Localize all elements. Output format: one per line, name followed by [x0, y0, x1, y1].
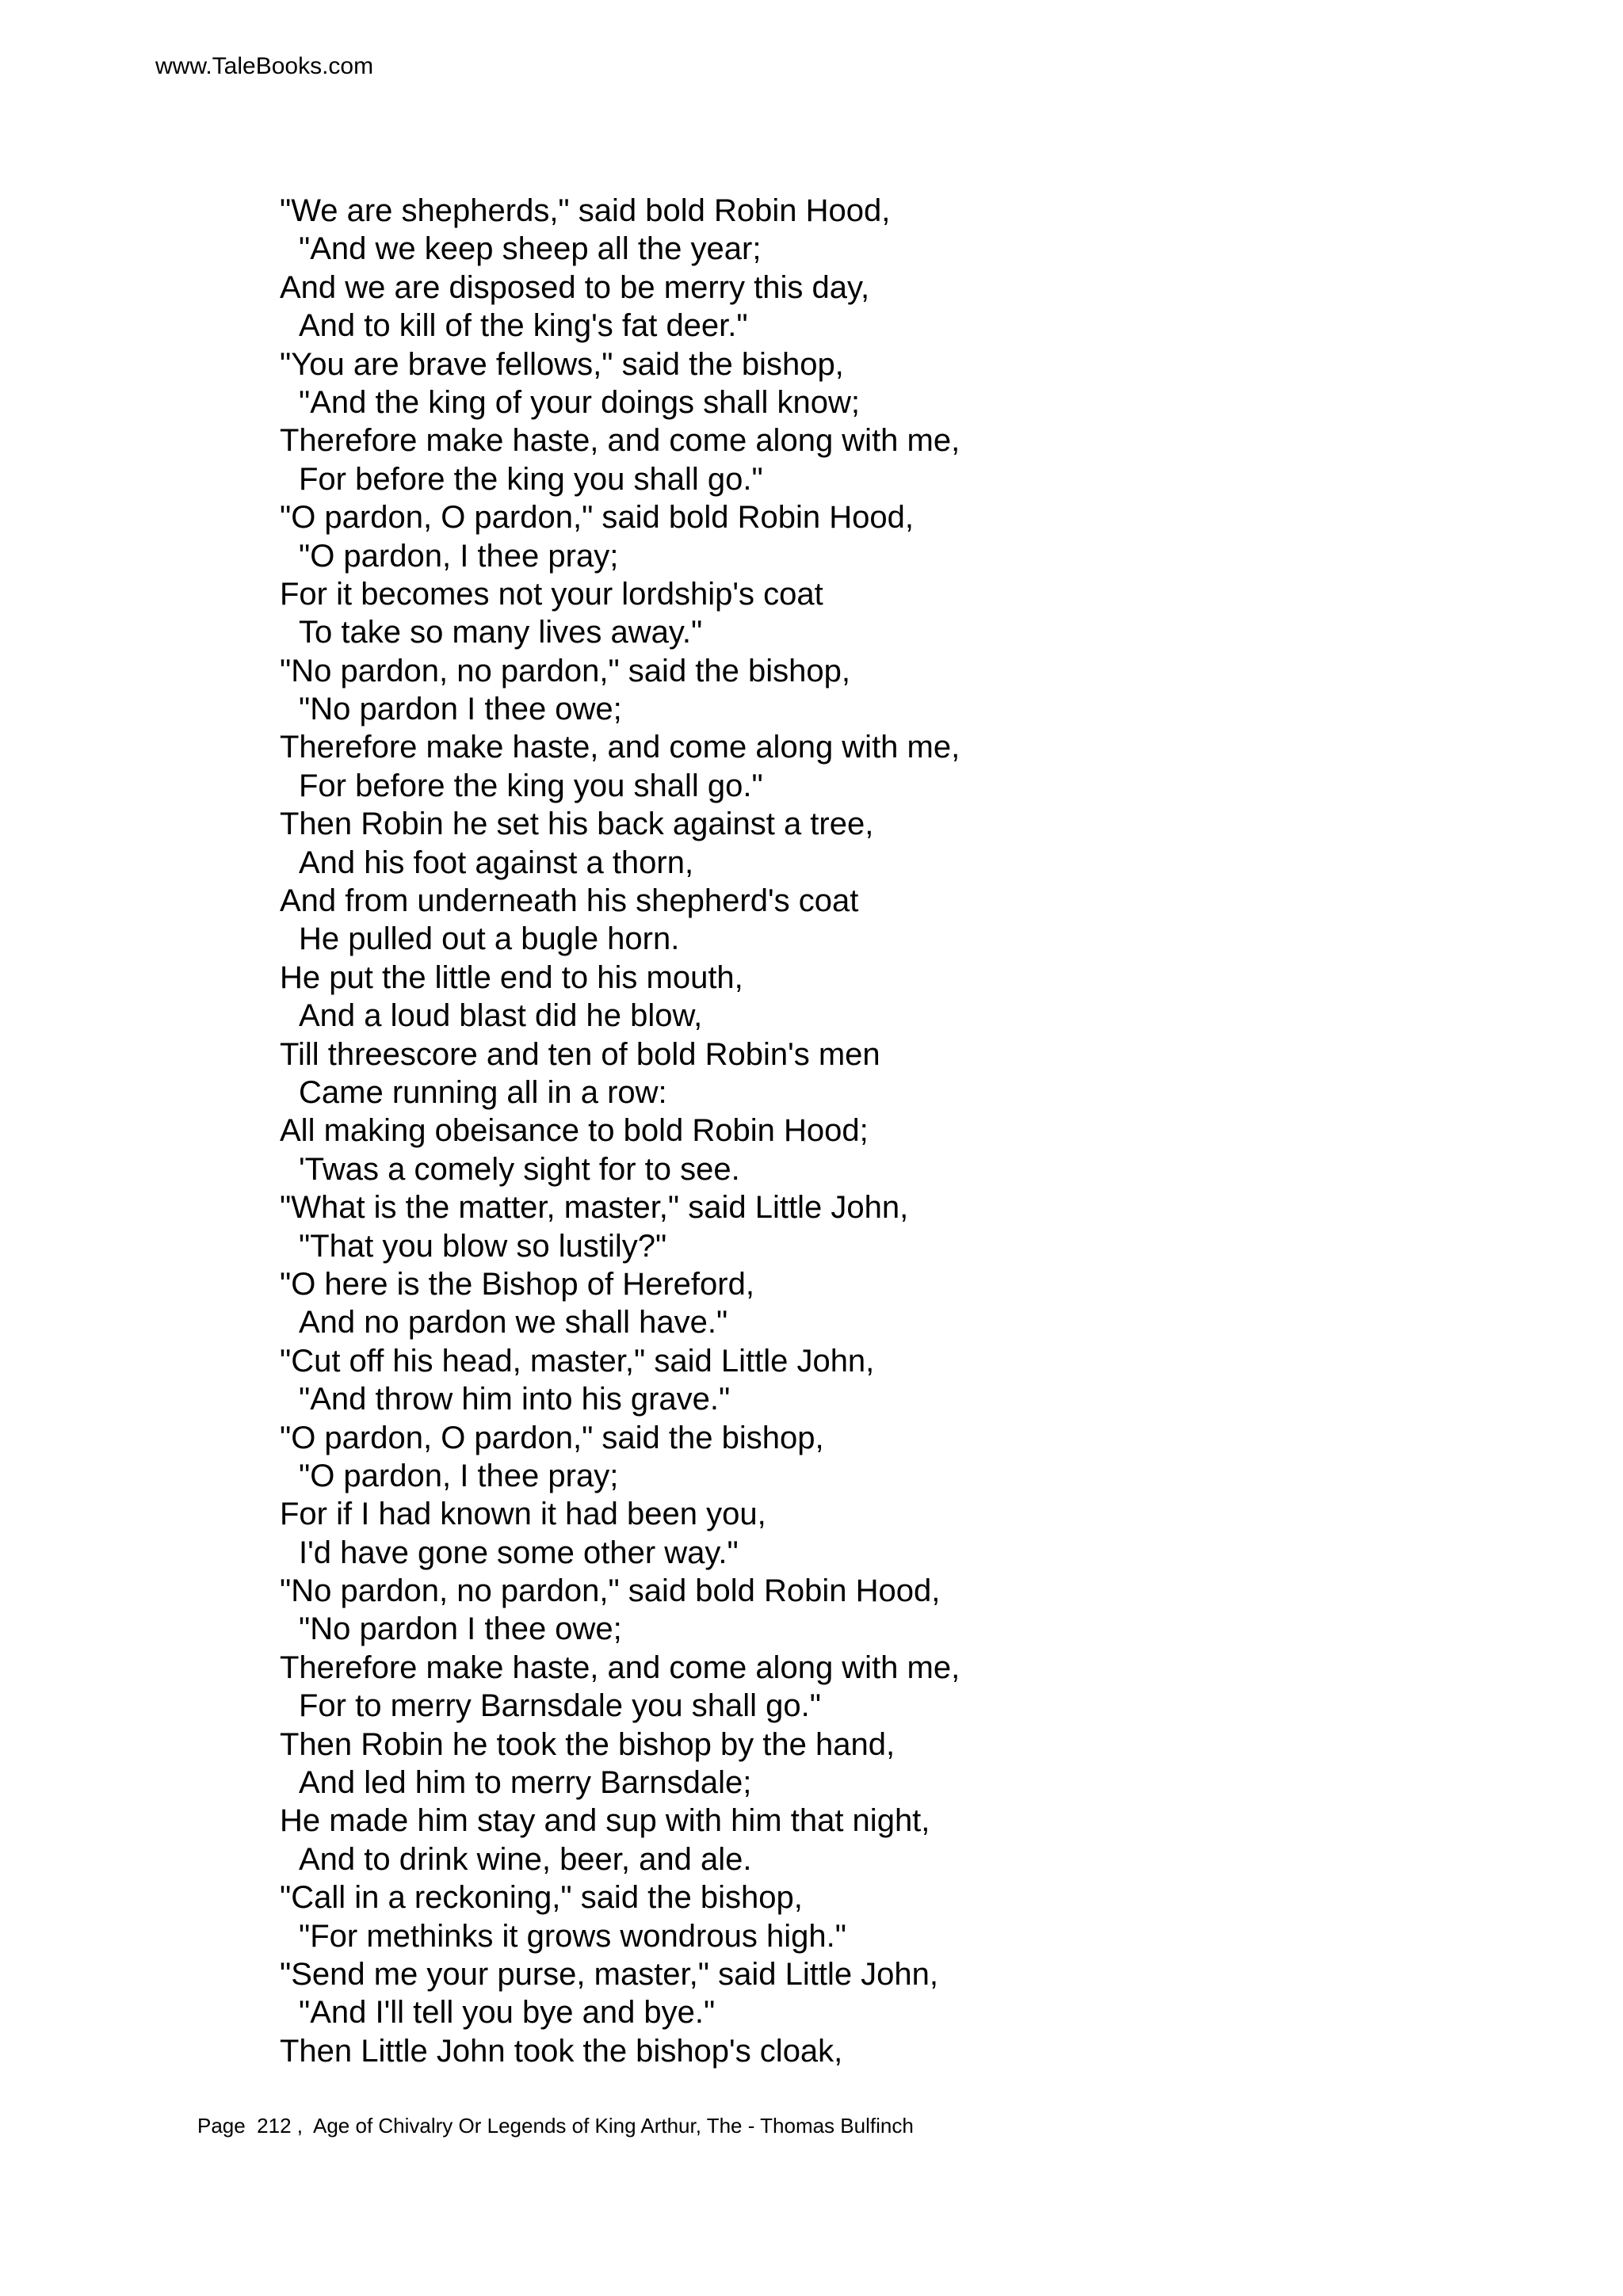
poem-line: "No pardon I thee owe; — [299, 1611, 622, 1647]
poem-line: He pulled out a bugle horn. — [299, 921, 680, 957]
poem-line: For before the king you shall go." — [299, 768, 763, 803]
poem-line: "We are shepherds," said bold Robin Hood, — [280, 193, 891, 228]
poem-line: He made him stay and sup with him that night, — [280, 1803, 930, 1839]
poem-line: "You are brave fellows," said the bishop, — [280, 346, 844, 382]
poem-line: For before the king you shall go." — [299, 461, 763, 497]
poem-line: "No pardon, no pardon," said bold Robin Hood, — [280, 1573, 941, 1609]
poem-line: Therefore make haste, and come along with me, — [280, 1650, 960, 1685]
poem-line: "That you blow so lustily?" — [299, 1228, 667, 1264]
poem-line: "O pardon, I thee pray; — [299, 1458, 619, 1493]
poem-line: For to merry Barnsdale you shall go." — [299, 1688, 821, 1724]
poem-line: I'd have gone some other way." — [299, 1535, 739, 1570]
poem-line: For if I had known it had been you, — [280, 1497, 766, 1532]
poem-line: For it becomes not your lordship's coat — [280, 576, 823, 612]
poem-line: "No pardon, no pardon," said the bishop, — [280, 653, 850, 688]
poem-line: And to kill of the king's fat deer." — [299, 308, 748, 344]
poem-line: "And the king of your doings shall know; — [299, 384, 860, 420]
poem-line: And we are disposed to be merry this day, — [280, 269, 870, 305]
poem-line: And a loud blast did he blow, — [299, 998, 703, 1034]
poem-line: And no pardon we shall have." — [299, 1305, 728, 1341]
poem-line: Then Little John took the bishop's cloak, — [280, 2033, 843, 2069]
poem-line: "Call in a reckoning," said the bishop, — [280, 1880, 803, 1916]
poem-line: And from underneath his shepherd's coat — [280, 883, 859, 919]
poem-line: Then Robin he set his back against a tree, — [280, 807, 874, 842]
poem-line: And his foot against a thorn, — [299, 845, 694, 880]
poem-line: All making obeisance to bold Robin Hood; — [280, 1113, 869, 1149]
poem-line: Till threescore and ten of bold Robin's men — [280, 1036, 880, 1072]
poem-line: "What is the matter, master," said Little John, — [280, 1190, 909, 1226]
poem-line: "Cut off his head, master," said Little John, — [280, 1343, 875, 1379]
poem-line: "O pardon, O pardon," said bold Robin Hood, — [280, 500, 914, 536]
poem-line: He put the little end to his mouth, — [280, 959, 743, 995]
poem-line: Came running all in a row: — [299, 1074, 667, 1110]
poem-line: "O pardon, O pardon," said the bishop, — [280, 1420, 824, 1455]
poem-line: Therefore make haste, and come along with me, — [280, 423, 960, 459]
poem-line: "O here is the Bishop of Hereford, — [280, 1266, 754, 1302]
poem-line: Then Robin he took the bishop by the hand, — [280, 1726, 896, 1762]
poem-line: 'Twas a comely sight for to see. — [299, 1151, 740, 1187]
poem-line: Therefore make haste, and come along with me, — [280, 730, 960, 765]
poem-line: "For methinks it grows wondrous high." — [299, 1918, 846, 1954]
poem-line: "Send me your purse, master," said Little John, — [280, 1956, 939, 1992]
poem-line: "O pardon, I thee pray; — [299, 538, 619, 574]
poem-line: "No pardon I thee owe; — [299, 692, 622, 727]
site-header: www.TaleBooks.com — [155, 53, 374, 79]
poem-line: And to drink wine, beer, and ale. — [299, 1841, 752, 1877]
poem-line: "And I'll tell you bye and bye." — [299, 1995, 716, 2031]
poem-line: "And throw him into his grave." — [299, 1382, 731, 1417]
poem-line: To take so many lives away." — [299, 615, 703, 650]
page-footer: Page 212 , Age of Chivalry Or Legends of King Arthur, The - Thomas Bulfinch — [197, 2114, 914, 2138]
poem-line: "And we keep sheep all the year; — [299, 231, 762, 267]
poem-text — [280, 192, 960, 2070]
poem-line: And led him to merry Barnsdale; — [299, 1765, 752, 1801]
